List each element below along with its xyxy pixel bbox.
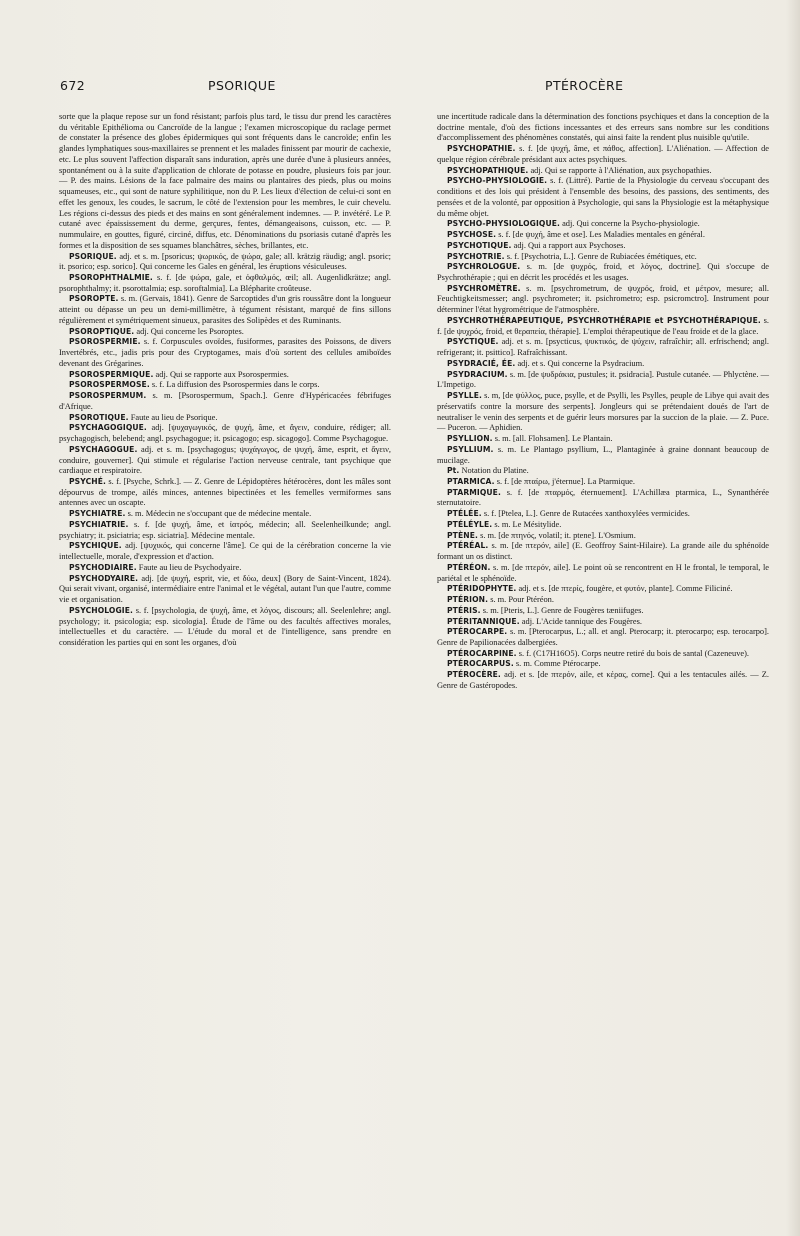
entry-definition: adj. et s. m. [psycticus, ψυκτικός, de ψύχειν, rafraîchir; all. erfrischend; angl. refrigerant; it. psittico]. Rafraîchissant. — [437, 337, 770, 358]
dictionary-entry — [437, 649, 769, 660]
entry-headword: PTÉROCARPE. — [447, 627, 508, 637]
entry-headword: PTÉRIDOPHYTE. — [447, 584, 517, 594]
dictionary-entry — [59, 574, 391, 606]
entry-headword: PSYCHOSE. — [447, 230, 497, 240]
entry-definition: s. f. (C17H16O5). Corps neutre retiré du bois de santal (Cazeneuve). — [518, 648, 749, 658]
dictionary-entry — [437, 316, 769, 337]
dictionary-entry — [437, 627, 769, 648]
entry-definition: s. m. Comme Ptérocarpe. — [515, 659, 601, 669]
entry-headword: PSOROPHTHALMIE. — [69, 273, 153, 283]
dictionary-entry — [437, 659, 769, 670]
entry-definition: s. f. (Littré). Partie de la Physiologie du cerveau s'occupant des conditions et des lois qui président à l'ensemble des besoins, des passions, des sentiments, des pensées et de la volonté, par opposition à Psychologie, qui sans la Physiologie est la métaphysique du même objet. — [437, 176, 769, 218]
entry-definition: s. m. [Pteris, L.]. Genre de Fougères tæniifuges. — [482, 605, 644, 615]
entry-headword: PSYCHOPATHIE. — [447, 144, 516, 154]
entry-definition: s. m. Pour Ptéréon. — [490, 595, 554, 605]
left-column — [59, 112, 391, 649]
entry-headword: PSOROSPERMIE. — [69, 337, 141, 347]
dictionary-entry — [437, 241, 769, 252]
entry-definition: s. f. [de ψυχρός, froid, et θεραπεία, thérapie]. L'emploi thérapeutique de l'eau froide et de la glace. — [437, 315, 769, 336]
entry-headword: PSOROSPERMOSE. — [69, 380, 150, 390]
entry-headword: PSOROTIQUE. — [69, 412, 129, 422]
dictionary-entry — [437, 445, 769, 466]
entry-headword: PSYCHIATRIE. — [69, 519, 129, 529]
dictionary-entry — [59, 413, 391, 424]
dictionary-entry — [437, 509, 769, 520]
dictionary-entry — [437, 230, 769, 241]
entry-headword: PSYCTIQUE. — [447, 337, 499, 347]
dictionary-entry — [437, 359, 769, 370]
entry-headword: PSYLLE. — [447, 391, 482, 401]
entry-definition: s. f. [de ψυχή, âme, et ἰατρός, médecin; all. Seelenheilkunde; angl. psychiatry; it. psiciatria; esp. siciatria]. Médecine mentale. — [59, 519, 391, 540]
entry-definition: adj. et s. [de πτερόν, aile, et κέρας, corne]. Qui a les tentacules ailés. — Z. Genre de Gastéropodes. — [437, 670, 770, 690]
entry-headword: PTÉRION. — [447, 595, 489, 605]
entry-headword: PTÉROCÈRE. — [447, 670, 501, 680]
entry-headword: PTÉLÉE. — [447, 509, 482, 519]
dictionary-entry — [59, 391, 391, 412]
dictionary-entry — [437, 166, 769, 177]
dictionary-entry — [437, 370, 769, 391]
entry-definition: s. f. [de ψυχή, âme, et πάθος, affection]. L'Aliénation. — Affection de quelque région cérébrale présidant aux actes psychiques. — [437, 144, 770, 164]
entry-definition: adj. [ψυχαγωγικός, de ψυχή, âme, et ἄγειν, conduire, rédiger; all. psychagogisch, belebend; angl. psychagogue; it. psicagogo; esp. sicagogo]. Comme Psychagogue. — [59, 423, 391, 444]
entry-definition: s. f. [de πταίρω, j'éternue]. La Ptarmique. — [496, 476, 635, 486]
dictionary-entry — [437, 563, 769, 584]
dictionary-entry — [437, 337, 769, 358]
entry-headword: PSYLLIUM. — [447, 444, 494, 454]
entry-definition: Notation du Platine. — [461, 466, 529, 476]
entry-headword: PSYCHROTHÉRAPEUTIQUE, PSYCHROTHÉRAPIE et PSYCHOTHÉRAPIQUE. — [447, 315, 761, 325]
dictionary-entry — [437, 541, 769, 562]
entry-headword: PSOROSPERMUM. — [69, 391, 147, 401]
entry-definition: sorte que la plaque repose sur un fond résistant; parfois plus tard, le tissu dur prend les caractères du véritable Epithélioma ou Cancroïde de la langue ; l'examen microscopique du raclage permet de constater la présence des globes épidermiques qui sont fréquents dans le cancroïde; enfin les glandes lymphatiques sous-maxillaires se prennent et les malades finissent par mourir de cachexie, etc. Le plus souvent l'affection disparaît sans induration, après une durée d'une à plusieurs années, spontanément ou à la suite d'application de chlorate de potasse en poudre, plusieurs fois par jour. — P. des mains. Lésions de la face palmaire des mains ou plantaires des pieds, plus ou moins squameuses, etc., qui sont de nature syphilitique, non du P. Les lieux d'élection de celui-ci sont en effet les genoux, les coudes, le sacrum, le côté de l'extension pour les membres, le cuir chevelu. Les régions ci-dessus des pieds et des mains en sont généralement indemnes. — P. invétéré. Le P. cutané avec épaississement du derme, gerçures, fentes, démangeaisons, cuisson, etc. — P. nummulaire, en gouttes, figuré, circiné, diffus, etc. Dénominations du psoriasis cutané d'après les formes et la disposition de ses squames blanchâtres, sèches, brillantes, etc. — [59, 112, 391, 250]
dictionary-entry — [437, 284, 769, 316]
entry-headword: PTÉRIS. — [447, 605, 481, 615]
entry-definition: adj. Qui concerne la Psycho-physiologie. — [562, 219, 700, 229]
dictionary-entry — [59, 294, 391, 326]
page-edge-shadow — [786, 0, 800, 1236]
dictionary-entry — [59, 380, 391, 391]
entry-definition: adj. Qui se rapporte aux Psorospermies. — [155, 369, 289, 379]
dictionary-entry — [437, 252, 769, 263]
dictionary-entry — [59, 541, 391, 562]
entry-headword: PSYCHOLOGIE. — [69, 605, 133, 615]
right-column — [437, 112, 769, 692]
dictionary-entry — [437, 670, 769, 691]
dictionary-entry — [59, 370, 391, 381]
entry-headword: PSYDRACIÉ, ÉE. — [447, 358, 516, 368]
dictionary-entry — [59, 252, 391, 273]
entry-definition: une incertitude radicale dans la détermination des fonctions psychiques et dans la conception de la doctrine mentale, d'où des fictions incessantes et des erreurs sans nombre sur les conditions d'accomplissement des phénomènes constatés, qui ainsi faite la rendent plus nuisible qu'utile. — [437, 112, 769, 143]
dictionary-entry — [437, 262, 769, 283]
entry-headword: PSYCHOPATHIQUE. — [447, 165, 529, 175]
dictionary-entry — [437, 477, 769, 488]
dictionary-entry — [437, 531, 769, 542]
entry-definition: s. m. Le Mésitylide. — [494, 519, 562, 529]
entry-headword: PSYCHAGOGUE. — [69, 444, 138, 454]
entry-headword: PSYCHO-PHYSIOLOGIE. — [447, 176, 548, 186]
dictionary-entry — [437, 595, 769, 606]
right-running-title: PTÉROCÈRE — [545, 78, 624, 93]
entry-continuation — [59, 112, 391, 252]
dictionary-entry — [59, 509, 391, 520]
entry-definition: adj. Qui se rapporte à l'Aliénation, aux psychopathies. — [530, 165, 712, 175]
dictionary-entry — [437, 219, 769, 230]
entry-definition: s. f. Corpuscules ovoïdes, fusiformes, parasites des Poissons, de divers Invertébrés, etc., jadis pris pour des Cryptogames, mais d'où sortent des cellules amiboïdes devenant des Grégarines. — [59, 337, 391, 368]
entry-definition: s. f. [de ψώρα, gale, et ὀφθαλμός, œil; all. Augenlidkrätze; angl. psorophthalmy; it. psorottalmia; esp. soroftalmia]. La Blépharite croûteuse. — [59, 273, 392, 293]
entry-definition: s. f. La diffusion des Psorospermies dans le corps. — [151, 380, 320, 390]
dictionary-entry — [59, 337, 391, 369]
entry-definition: s. f. [Psychotria, L.]. Genre de Rubiacées émétiques, etc. — [506, 251, 697, 261]
entry-definition: adj. et s. Qui concerne la Psydracium. — [517, 358, 645, 368]
entry-definition: adj. et s. m. [psychagogus; ψυχάγωγος, de ψυχή, âme, esprit, et ἄγειν, conduire, gouverner]. Qui stimule et régularise l'action nerveuse centrale, tant psychique que cardiaque et respiratoire. — [59, 444, 392, 476]
entry-headword: PSYCHOTIQUE. — [447, 240, 512, 250]
entry-headword: PTÉROCARPINE. — [447, 648, 517, 658]
entry-headword: PTÉRÉAL. — [447, 541, 489, 551]
dictionary-entry — [59, 563, 391, 574]
entry-definition: Faute au lieu de Psychodyaire. — [138, 562, 242, 572]
entry-definition: s. m. [de πτερόν, aile] (E. Geoffroy Saint-Hilaire). La grande aile du sphénoïde formant un os distinct. — [437, 541, 769, 562]
entry-definition: s. m. Le Plantago psyllium, L., Plantaginée à graine donnant beaucoup de mucilage. — [437, 444, 769, 465]
entry-headword: PSOROSPERMIQUE. — [69, 369, 154, 379]
entry-definition: s. f. [Psyche, Schrk.]. — Z. Genre de Lépidoptères hétérocères, dont les mâles sont dépourvus de trompe, ailés minces, antennes bipectinées et les femelles vermiformes sans antennes avec un oscapte. — [59, 476, 391, 508]
entry-headword: PSYCHIQUE. — [69, 541, 122, 551]
entry-definition: adj. [ψυχικός, qui concerne l'âme]. Ce qui de la cérébration concerne la vie intellectuelle, morale, d'expression et d'action. — [59, 541, 391, 562]
entry-headword: PTÉROCARPUS. — [447, 659, 514, 669]
entry-definition: s. m, [de ψύλλος, puce, psylle, et de Psylli, les Psylles, peuple de Libye qui avait des préservatifs contre la morsure des serpents]. Jongleurs qui se prétendaient doués de l'art de neutraliser le venin des serpents et de guérir leurs morsures par la succion de la plaie. — Z. Puce. — Puceron. — Aphidien. — [437, 391, 769, 433]
entry-definition: s. f. [de πταρμός, éternuement]. L'Achillæa ptarmica, L., Synanthérée sternutatoire. — [437, 487, 770, 508]
entry-headword: PSYLLION. — [447, 434, 493, 444]
dictionary-entry — [59, 606, 391, 649]
entry-definition: s. f. [Ptelea, L.]. Genre de Rutacées xanthoxylées vermicides. — [483, 509, 690, 519]
entry-headword: PSYCHOTRIE. — [447, 251, 505, 261]
dictionary-entry — [437, 466, 769, 477]
entry-headword: PSYCHODYAIRE. — [69, 573, 139, 583]
left-running-title: PSORIQUE — [208, 78, 276, 93]
entry-headword: PTÉLÉYLE. — [447, 519, 493, 529]
entry-headword: PTARMIQUE. — [447, 487, 501, 497]
entry-definition: Faute au lieu de Psorique. — [130, 412, 218, 422]
entry-definition: s. m. [de ψυχρός, froid, et λόγος, doctrine]. Qui s'occupe de Psychrothérapie ; qui en décrit les procédés et les usages. — [437, 262, 769, 283]
dictionary-entry — [59, 477, 391, 509]
page-number: 672 — [60, 78, 86, 93]
entry-definition: s. m. (Gervais, 1841). Genre de Sarcoptides d'un gris roussâtre dont la longueur atteint ou dépasse un peu un demi-millimètre, à tégument résistant, marqué de fins sillons régulièrement et symétriquement sinueux, parasites des Solipèdes et des Ruminants. — [59, 294, 392, 325]
entry-definition: s. m. [Psorospermum, Spach.]. Genre d'Hypéricacées fébrifuges d'Afrique. — [59, 391, 392, 411]
entry-headword: PSOROPTIQUE. — [69, 326, 135, 336]
entry-headword: PSYCHROLOGUE. — [447, 262, 521, 272]
dictionary-entry — [59, 520, 391, 541]
entry-headword: PSYCHIATRE. — [69, 509, 126, 519]
entry-definition: s. m. [all. Flohsamen]. Le Plantain. — [494, 434, 613, 444]
dictionary-entry — [59, 445, 391, 477]
entry-definition: s. m. [de πτερόν, aile]. Le point où se rencontrent en H le frontal, le temporal, le pariétal et le sphénoïde. — [437, 562, 770, 583]
running-header — [60, 78, 770, 98]
dictionary-entry — [437, 584, 769, 595]
entry-headword: PSYCHROMÈTRE. — [447, 283, 521, 293]
entry-continuation — [437, 112, 769, 144]
dictionary-entry — [437, 434, 769, 445]
entry-definition: adj. et s. m. [psoricus; ψωρικός, de ψώρα, gale; all. krätzig räudig; angl. psoric; it. psorico; esp. sorico]. Qui concerne les Gales en général, les éruptions vésiculeuses. — [59, 251, 392, 272]
entry-definition: adj. L'Acide tannique des Fougères. — [521, 616, 642, 626]
dictionary-entry — [437, 176, 769, 219]
entry-headword: PTÈNE. — [447, 530, 478, 540]
dictionary-entry — [437, 488, 769, 509]
dictionary-entry — [59, 273, 391, 294]
entry-definition: s. m. [de πτηνός, volatil; it. ptene]. L'Osmium. — [480, 530, 636, 540]
entry-definition: s. m. [Pterocarpus, L.; all. et angl. Pterocarp; it. pterocarpo; esp. terocarpo]. Genre de Papilionacées dalbergiées. — [437, 627, 770, 647]
entry-definition: s. m. [psychrometrum, de ψυχρός, froid, et μέτρον, mesure; all. Feuchtigkeitsmesser; angl. psychrometer; it. psichrometro; esp. psicromctro]. Instrument pour déterminer l'état hygrométrique de l'atmosphère. — [437, 283, 769, 315]
entry-definition: s. f. [de ψυχή, âme et ose]. Les Maladies mentales en général. — [498, 230, 705, 240]
entry-headword: PSYCHAGOGIQUE. — [69, 423, 147, 433]
entry-headword: PSORIQUE. — [69, 251, 117, 261]
dictionary-entry — [437, 617, 769, 628]
entry-definition: s. m. Médecin ne s'occupant que de médecine mentale. — [127, 509, 312, 519]
entry-headword: PSYDRACIUM. — [447, 369, 508, 379]
entry-definition: adj. Qui concerne les Psoroptes. — [136, 326, 244, 336]
entry-definition: s. f. [psychologia, de ψυχή, âme, et λόγος, discours; all. Seelenlehre; angl. psychology; it. psicologia; esp. sicologia]. Étude de l'âme ou des facultés affectives morales, intellectuelles et du caractère. — L'étude du moral et de l'intelligence, sans prendre en considération les parties qui en sont les organes, d'où — [59, 605, 391, 647]
entry-definition: s. m. [de ψυδράκια, pustules; it. psidracia]. Pustule cutanée. — Phlyctène. — L'Impetigo. — [437, 369, 769, 390]
dictionary-entry — [437, 606, 769, 617]
entry-headword: Pt. — [447, 466, 460, 476]
dictionary-entry — [59, 423, 391, 444]
entry-headword: PSYCHÉ. — [69, 476, 106, 486]
dictionary-entry — [437, 520, 769, 531]
dictionary-entry — [437, 391, 769, 434]
entry-headword: PSYCHO-PHYSIOLOGIQUE. — [447, 219, 560, 229]
entry-headword: PTÉRITANNIQUE. — [447, 616, 520, 626]
entry-headword: PTARMICA. — [447, 476, 495, 486]
dictionary-entry — [437, 144, 769, 165]
entry-definition: adj. [de ψυχή, esprit, vie, et δύω, deux] (Bory de Saint-Vincent, 1824). Qui serait vivant, organisé, intermédiaire entre l'animal et le végétal, autant l'un que l'autre, comme vie et organisation. — [59, 573, 392, 605]
entry-definition: adj. et s. [de πτερίς, fougère, et φυτόν, plante]. Comme Filiciné. — [518, 584, 733, 594]
entry-headword: PSOROPTE. — [69, 294, 119, 304]
dictionary-entry — [59, 327, 391, 338]
entry-headword: PTÉRÉON. — [447, 562, 491, 572]
entry-definition: adj. Qui a rapport aux Psychoses. — [513, 240, 626, 250]
entry-headword: PSYCHODIAIRE. — [69, 562, 137, 572]
